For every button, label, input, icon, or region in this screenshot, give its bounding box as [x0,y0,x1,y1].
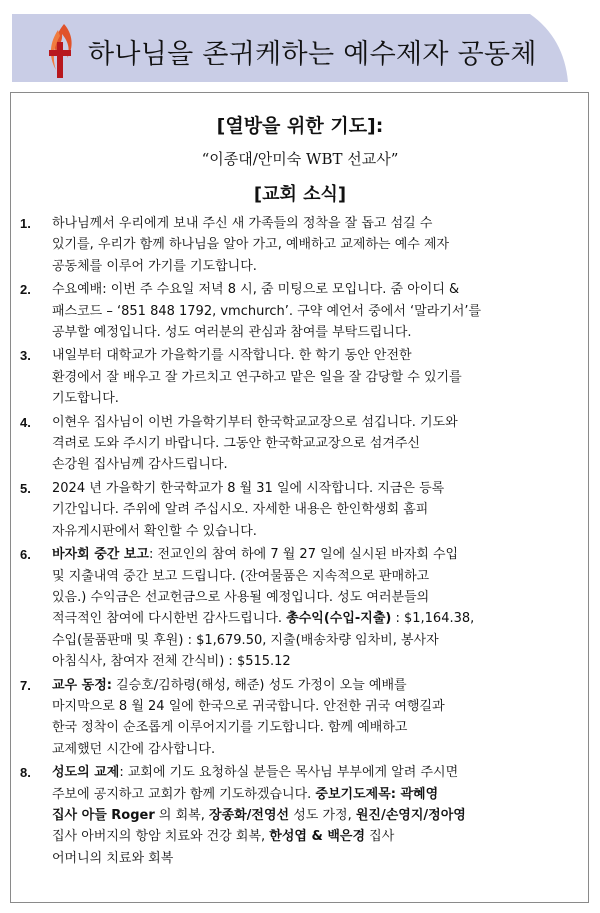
item-line [52,739,580,760]
bold-text: 집사 아들 Roger [52,807,155,823]
item-line [52,345,580,366]
item-text: 주보에 공지하고 교회가 함께 기도하겠습니다. [52,786,316,802]
bold-text: 교우 동정: [52,677,112,693]
item-text: 성도 가정, [289,807,356,823]
item-text: 아침식사, 참여자 전체 간식비) : $515.12 [52,654,291,670]
item-text: 하나님께서 우리에게 보내 주신 새 가족들의 정착을 잘 돕고 섬길 수 [52,216,433,231]
news-item [20,762,580,869]
item-text: 집사 [365,829,395,845]
item-text: 패스코드 – ‘851 848 1792, vmchurch’. 구약 예언서 중에서 ‘말라기서’를 [52,303,482,319]
news-list [20,213,580,871]
item-text: 수입(물품판매 및 후원) : $1,679.50, 지출(배송차량 임차비, 봉사자 [52,632,439,648]
item-line [52,566,580,587]
item-text: 이현우 집사님이 이번 가을학기부터 한국학교교장으로 섬깁니다. 기도와 [52,414,458,430]
item-text: 교제했던 시간에 감사합니다. [52,741,216,757]
item-line [52,675,580,696]
item-line [52,412,580,433]
news-item [20,478,580,542]
item-text: : 전교인의 참여 하에 7 월 27 일에 실시된 바자회 수입 [148,547,459,563]
item-text: 손강원 집사님께 감사드립니다. [52,457,228,473]
church-name: 하나님을 존귀케하는 예수제자 공동체 [88,39,537,70]
item-line [52,521,580,542]
item-line [52,322,580,343]
item-line [52,762,580,783]
item-line [52,388,580,409]
item-text: : 교회에 기도 요청하실 분들은 목사님 부부에게 알려 주시면 [119,765,459,781]
item-line [52,279,580,300]
news-item [20,675,580,761]
item-text: 기간입니다. 주위에 알려 주십시오. 자세한 내용은 한인학생회 홈피 [52,502,429,518]
item-line [52,630,580,651]
item-line [52,826,580,847]
item-line [52,696,580,717]
item-number: 1. [20,216,31,231]
prayer-heading: [열방을 위한 기도]: [216,115,384,137]
item-text: 기도합니다. [52,391,119,407]
item-line [52,478,580,499]
item-number: 3. [20,348,31,364]
news-item [20,412,580,476]
missionary-name: “이종대/안미숙 WBT 선교사” [201,150,399,168]
item-text: 어머니의 치료와 회복 [52,850,174,866]
header-banner [8,8,574,86]
bold-text: 한성엽 & 백은경 [269,829,366,845]
news-item [20,279,580,343]
bold-text: 성도의 교제 [52,765,120,781]
item-line [52,301,580,322]
item-text: 격려로 도와 주시기 바랍니다. 그동안 한국학교교장으로 섬겨주신 [52,436,420,452]
item-line [52,256,580,277]
item-line [52,587,580,608]
item-number: 5. [20,480,31,496]
item-line [52,433,580,454]
item-line [52,805,580,826]
item-text: 내일부터 대학교가 가을학기를 시작합니다. 한 학기 동안 안전한 [52,348,412,364]
item-text: 적극적인 참여에 다시한번 감사드립니다. [52,611,287,627]
bold-text: 중보기도제목: 곽혜영 [315,786,439,802]
bold-text: 총수익(수입-지출) [286,611,392,627]
item-text: 있기를, 우리가 함께 하나님을 알아 가고, 예배하고 교제하는 예수 제자 [52,237,450,253]
item-line [52,234,580,255]
news-heading: [교회 소식] [253,184,347,205]
item-text: 마지막으로 8 월 24 일에 한국으로 귀국합니다. 안전한 귀국 여행길과 [52,698,445,714]
news-item [20,345,580,409]
item-text: : $1,164.38, [391,611,475,627]
bold-text: 원진/손영지/정아영 [355,807,466,823]
item-text: 의 회복, [154,807,209,823]
item-line [52,544,580,565]
item-text: 수요예배: 이번 주 수요일 저녁 8 시, 줌 미팅으로 모입니다. 줌 아이디 & [52,282,460,298]
item-number: 6. [20,547,31,563]
item-text: 있음.) 수익금은 선교헌금으로 사용될 예정입니다. 성도 여러분들의 [52,589,430,605]
news-item [20,213,580,277]
item-number: 7. [20,677,31,693]
item-line [52,454,580,475]
item-text: 자유게시판에서 확인할 수 있습니다. [52,523,257,539]
news-item [20,544,580,672]
item-line [52,848,580,869]
item-number: 8. [20,765,31,781]
item-number: 4. [20,414,31,430]
item-line [52,367,580,388]
item-text: 한국 정착이 순조롭게 이루어지기를 기도합니다. 함께 예배하고 [52,720,408,736]
item-number: 2. [20,282,31,298]
item-line [52,651,580,672]
church-logo-icon [40,22,80,80]
item-text: 집사 아버지의 항암 치료와 건강 회복, [52,829,270,845]
item-text: 2024 년 가을학기 한국학교가 8 월 31 일에 시작합니다. 지금은 등록 [52,480,445,496]
item-line [52,784,580,805]
item-line [52,608,580,629]
item-line [52,499,580,520]
item-line [52,717,580,738]
item-line [52,213,580,234]
item-text: 및 지출내역 중간 보고 드립니다. (잔여물품은 지속적으로 판매하고 [52,568,430,584]
bold-text: 바자회 중간 보고 [52,547,149,563]
item-text: 공동체를 이루어 가기를 기도합니다. [52,258,257,274]
item-text: 공부할 예정입니다. 성도 여러분의 관심과 참여를 부탁드립니다. [52,325,412,341]
item-text: 길승호/김하령(해성, 해준) 성도 가정이 오늘 예배를 [111,677,407,693]
item-text: 환경에서 잘 배우고 잘 가르치고 연구하고 맡은 일을 잘 감당할 수 있기를 [52,369,462,385]
bold-text: 장종화/전영선 [208,807,290,823]
